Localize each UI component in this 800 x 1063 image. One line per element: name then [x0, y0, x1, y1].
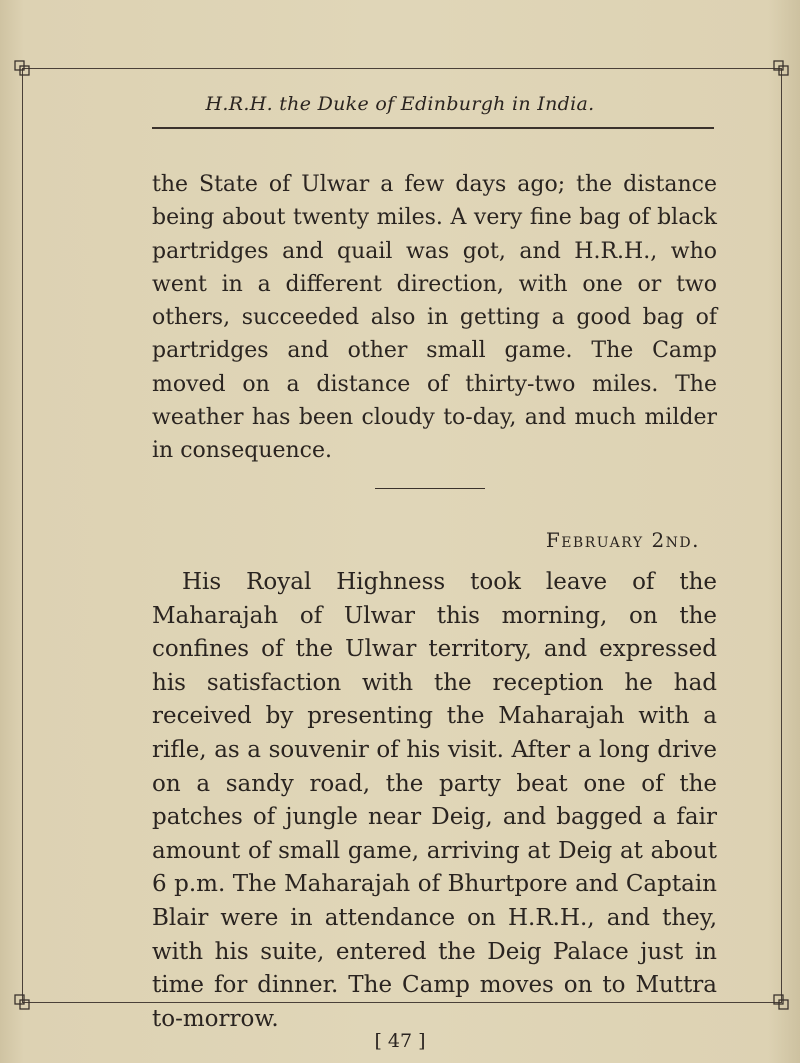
header-rule: [152, 127, 714, 129]
corner-ornament-icon: [773, 994, 789, 1010]
frame-right-rule: [781, 68, 782, 1002]
page-number: [ 47 ]: [374, 1030, 426, 1052]
corner-ornament-icon: [773, 60, 789, 76]
frame-top-rule: [22, 68, 782, 69]
date-heading: [546, 528, 700, 552]
date-heading-text: February 2nd.: [545, 528, 700, 552]
running-head: H.R.H. the Duke of Edinburgh in India.: [205, 93, 595, 115]
paragraph-2: His Royal Highness took leave of the Maharajah of Ulwar this morning, on the confines of the Ulwar territory, and expressed his satisfaction with the reception he had received by presenting the Maharajah with a rifle, as a souvenir of his visit. After a long drive on a sandy road, the party beat one of the patches of jungle near Deig, and bagged a fair amount of small game, arriving at Deig at about 6 p.m. The Maharajah of Bhurtpore and Captain Blair were in attendance on H.R.H., and they, with his suite, entered the Deig Palace just in time for dinner. The Camp moves on to Muttra to-morrow.: [152, 569, 717, 1032]
corner-ornament-icon: [14, 994, 30, 1010]
corner-ornament-icon: [14, 60, 30, 76]
section-divider: [375, 488, 485, 489]
paragraph-1: the State of Ulwar a few days ago; the distance being about twenty miles. A very fine bag of black partridges and quail was got, and H.R.H., who went in a different direction, with one or two others, succeeded also in getting a good bag of partridges and other small game. The Camp moved on a distance of thirty-two miles. The weather has been cloudy to-day, and much milder in consequence.: [152, 172, 717, 464]
frame-left-rule: [22, 68, 23, 1002]
